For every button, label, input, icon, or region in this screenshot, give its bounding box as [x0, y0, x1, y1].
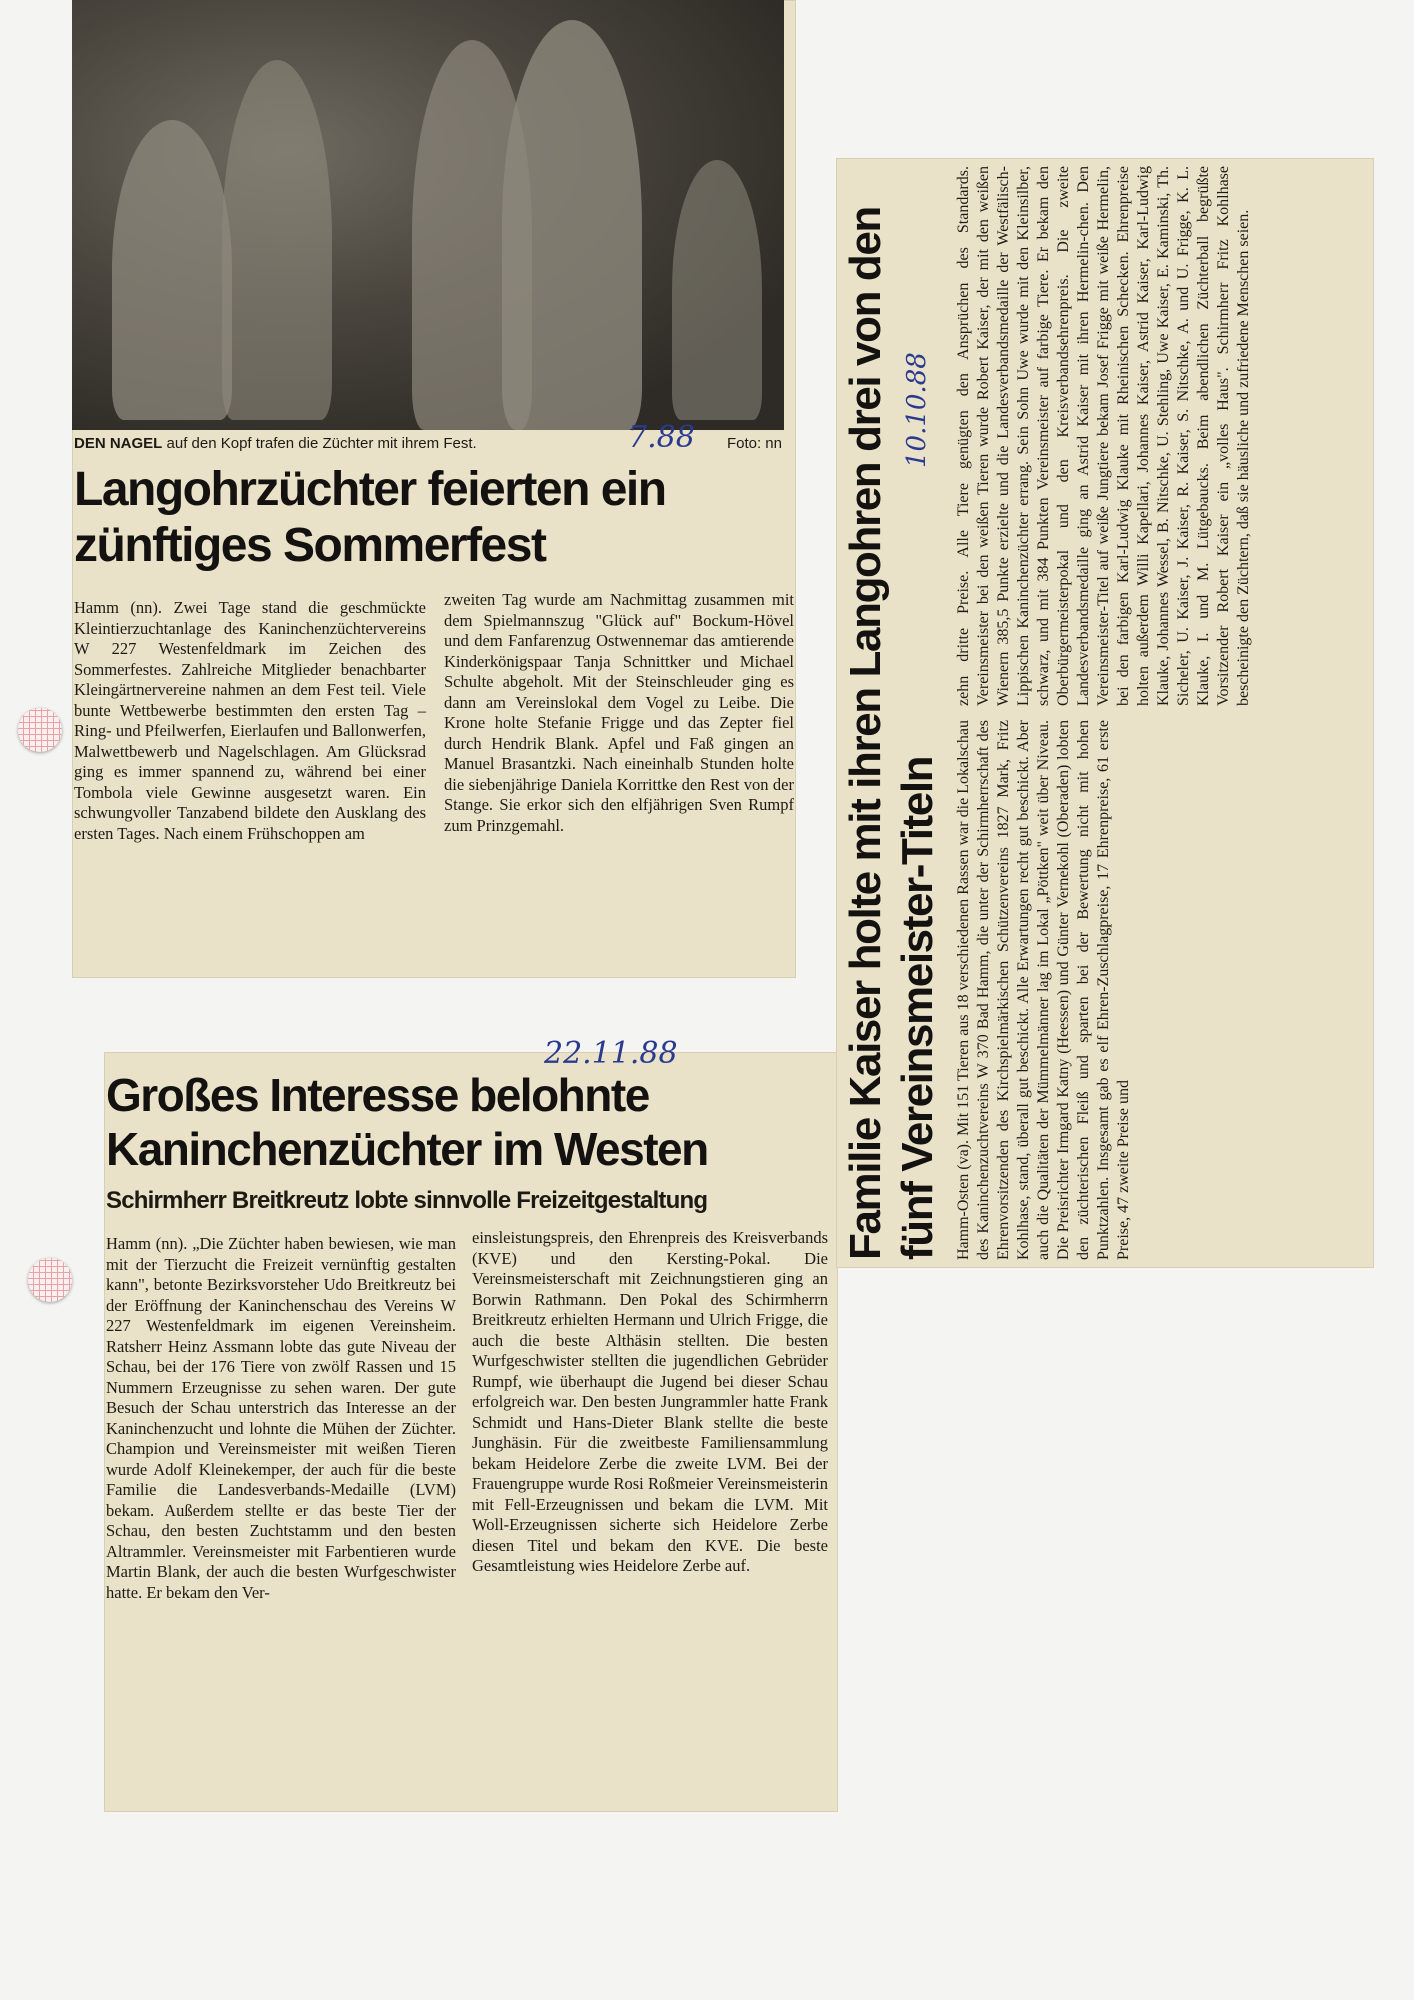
- subheadline: Schirmherr Breitkreutz lobte sinnvolle Freizeitgestaltung: [106, 1187, 708, 1214]
- handwritten-date: 10.10.88: [902, 352, 932, 468]
- article-column-1: Hamm-Osten (va). Mit 151 Tieren aus 18 verschiedenen Rassen war die Lokalschau des Kaninchenzuchtvereins W 370 Bad Hamm, die unter der Schirmherrschaft des Ehrenvorsitzenden des Kirchspielmärkischen Schützenvereins 1827 Mark, Fritz Kohlhase, stand, überall gut beschickt. Alle Erwartungen recht gut beschickt. Aber auch die Qualitäten der Mümmelmänner lag im Lokal „Pöttken" weit über Niveau. Die Preisrichter Irmgard Katny (Heessen) und Günter Vernekohl (Oberaden) lobten den züchterischen Fleiß und sparten bei der Bewertung nicht mit hohen Punktzahlen. Insgesamt gab es elf Ehren-Zuschlagpreise, 17 Ehrenpreise, 61 erste Preise, 47 zweite Preise und: [955, 720, 1132, 1260]
- clipping-sommerfest: [72, 0, 796, 978]
- punch-hole-sticker: [28, 1258, 72, 1302]
- article-column-2: einsleistungspreis, den Ehrenpreis des Kreisverbands (KVE) und den Kersting-Pokal. Die Vereinsmeisterschaft mit Zeichnungstieren ging an Borwin Rathmann. Den Pokal des Schirmherrn Breitkreutz erhielten Hermann und Ulrich Frigge, die auch die beste Althäsin stellten. Die besten Wurfgeschwister stellten die jugendlichen Gebrüder Rumpf, wie überhaupt die Jugend bei dieser Schau erfolgreich war. Den besten Jungrammler hatte Frank Schmidt und Hans-Dieter Blank stellte die beste Junghäsin. Für die zweitbeste Familiensammlung bekam Heidelore Zerbe die zweite LVM. Bei der Frauengruppe wurde Rosi Roßmeier Vereinsmeisterin mit Fell-Erzeugnissen und bekam die LVM. Mit Woll-Erzeugnissen sicherte sich Heidelore Zerbe diesen Titel und bekam den KVE. Die beste Gesamtleistung wies Heidelore Zerbe auf.: [472, 1228, 828, 1575]
- caption-lead: DEN NAGEL: [74, 435, 163, 452]
- rotated-article: [836, 158, 1374, 1268]
- caption-text: auf den Kopf trafen die Züchter mit ihrem Fest.: [162, 435, 477, 452]
- article-column-2: zehn dritte Preise. Alle Tiere genügten den Ansprüchen des Standards. Vereinsmeister bei den weißen Tieren wurde Robert Kaiser, der mit den weißen Wienern 385,5 Punkte erzielte und die Landesverbandsmedaille der Westfälisch-Lippischen Kaninchenzüchter errang. Sein Sohn Uwe wurde mit den Kleinsilber, schwarz, und mit 384 Punkten Vereinsmeister auf farbige Tiere. Er bekam den Oberbürgermeisterpokal und den Kreisverbandsehrenpreis. Die zweite Landesverbandsmedaille ging an Astrid Kaiser mit ihren Hermelin-chen. Den Vereinsmeister-Titel auf weiße Jungtiere bekam Josef Frigge mit weiße Hermelin, bei den farbigen Karl-Ludwig Klauke mit Rheinischen Schecken. Ehrenpreise holten außerdem Willi Kapellari, Johannes Kaiser, Astrid Kaiser, Karl-Ludwig Klauke, Johannes Wessel, B. Nitschke, U. Stehling, Uwe Kaiser, E. Kaminski, Th. Sicheler, U. Kaiser, J. Kaiser, R. Kaiser, S. Nitschke, A. und U. Frigge, K. L. Klauke, I. und M. Lütgebaucks. Beim abendlichen Züchterball begrüßte Vorsitzender Robert Kaiser ein „volles Haus". Schirmherr Fritz Kohlhase bescheinigte den Züchtern, daß sie häusliche und zufriedene Menschen seien.: [955, 166, 1252, 706]
- clipping-familie-kaiser: [836, 158, 1374, 1268]
- newspaper-photo: [72, 0, 784, 430]
- headline: Familie Kaiser holte mit ihren Langohren drei von den fünf Vereinsmeister-Titeln: [841, 207, 942, 1260]
- handwritten-date: 22.11.88: [544, 1036, 678, 1071]
- headline: Langohrzüchter feierten ein zünftiges Sommerfest: [74, 463, 666, 572]
- article-column-2: zweiten Tag wurde am Nachmittag zusammen mit dem Spielmannszug "Glück auf" Bockum-Hövel und dem Fanfarenzug Ostwennemar das amtierende Kinderkönigspaar Tanja Schnittker und Michael Schulte abgeholt. Mit der Steinschleuder ging es dann am Vereinslokal dem Vogel zu Leibe. Die Krone holte Stefanie Frigge und das Zepter fiel durch Hendrik Blank. Apfel und Faß gingen an Manuel Brasantzki. Nach eineinhalb Stunden holte die siebenjährige Daniela Korrittke den Rest von der Stange. Sie erkor sich den elfjährigen Sven Rumpf zum Prinzgemahl.: [444, 590, 794, 835]
- headline: Großes Interesse belohnte Kaninchenzüchter im Westen: [106, 1069, 708, 1175]
- handwritten-date: 7.88: [628, 420, 695, 455]
- article-column-1: Hamm (nn). Zwei Tage stand die geschmückte Kleintierzuchtanlage des Kaninchenzüchtervereins W 227 Westenfeldmark im Zeichen des Sommerfestes. Zahlreiche Mitglieder benachbarter Kleingärtnervereine nahmen an dem Fest teil. Viele bunte Wettbewerbe bestimmten den ersten Tag – Ring- und Pfeilwerfen, Eierlaufen und Ballonwerfen, Malwettbewerb und Nagelschlagen. Am Glücksrad ging es immer spannend zu, während bei einer Tombola viele Gewinne ausgesetzt waren. Ein schwungvoller Tanzabend bildete den Ausklang des ersten Tages. Nach einem Frühschoppen am: [74, 598, 426, 843]
- clipping-kaninchenschau: [104, 1036, 838, 1812]
- photo-credit: Foto: nn: [726, 435, 782, 452]
- article-column-1: Hamm (nn). „Die Züchter haben bewiesen, wie man mit der Tierzucht die Freizeit vernünftig gestalten kann", betonte Bezirksvorsteher Udo Breitkreutz bei der Eröffnung der Kaninchenschau des Vereins W 227 Westenfeldmark im eigenen Vereinsheim. Ratsherr Heinz Assmann lobte das gute Niveau der Schau, bei der 176 Tiere von zwölf Rassen und 15 Nummern Erzeugnisse zu sehen waren. Der gute Besuch der Schau unterstrich das Interesse an der Kaninchenzucht und lohnte die Mühen der Züchter. Champion und Vereinsmeister mit weißen Tieren wurde Adolf Kleinekemper, der auch für die beste Familie die Landesverbands-Medaille (LVM) bekam. Außerdem stellte er das beste Tier der Schau, den besten Zuchtstamm und den besten Altrammler. Vereinsmeister mit Farbentieren wurde Martin Blank, der auch die besten Wurfgeschwister hatte. Er bekam den Ver-: [106, 1234, 456, 1602]
- punch-hole-sticker: [18, 708, 62, 752]
